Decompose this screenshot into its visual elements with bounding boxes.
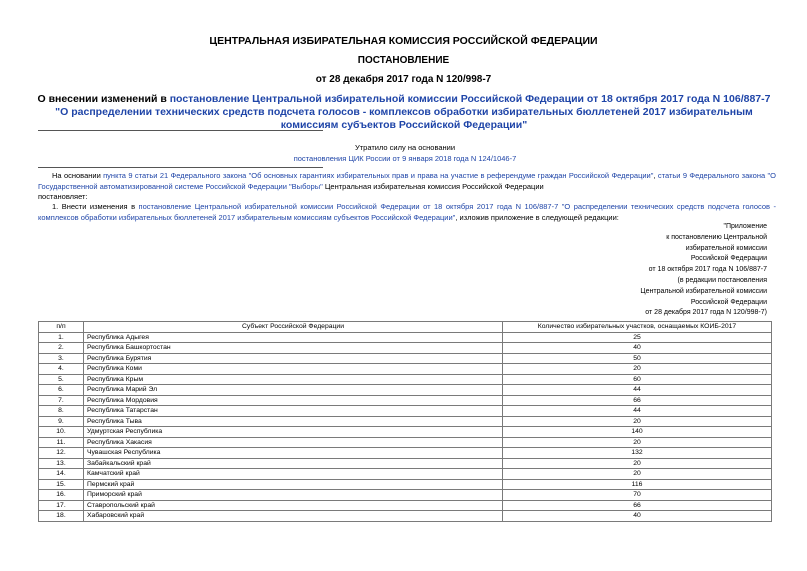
appendix-line: Российской Федерации bbox=[690, 255, 767, 263]
appendix-line: от 28 декабря 2017 года N 120/998-7) bbox=[645, 309, 767, 317]
table-row bbox=[39, 458, 772, 469]
row-number: 7. bbox=[39, 395, 84, 406]
title-prefix: О внесении изменений в bbox=[37, 93, 170, 105]
table-row bbox=[39, 353, 772, 364]
row-subject: Ставропольский край bbox=[84, 500, 503, 511]
row-subject: Республика Хакасия bbox=[84, 437, 503, 448]
appendix-line: Центральной избирательной комиссии bbox=[640, 287, 767, 295]
separator-line bbox=[38, 130, 323, 131]
row-number: 8. bbox=[39, 406, 84, 417]
row-count: 44 bbox=[503, 406, 772, 417]
row-number: 5. bbox=[39, 374, 84, 385]
appendix-line: избирательной комиссии bbox=[685, 244, 767, 252]
preamble-paragraph bbox=[38, 171, 776, 192]
law-article-link-1[interactable]: пункта 9 статьи 21 Федерального закона "Об основных гарантиях избирательных прав и права на участие в референдуме граждан Российской Федерации" bbox=[103, 171, 654, 180]
row-number: 15. bbox=[39, 479, 84, 490]
table-row bbox=[39, 416, 772, 427]
row-subject: Республика Татарстан bbox=[84, 406, 503, 417]
appendix-line: от 18 октября 2017 года N 106/887-7 bbox=[648, 266, 767, 274]
row-number: 11. bbox=[39, 437, 84, 448]
column-header-subject: Субъект Российской Федерации bbox=[84, 322, 503, 333]
row-subject: Удмуртская Республика bbox=[84, 427, 503, 438]
separator-line-2 bbox=[38, 167, 323, 168]
row-count: 116 bbox=[503, 479, 772, 490]
table-body bbox=[39, 332, 772, 521]
row-count: 60 bbox=[503, 374, 772, 385]
distribution-table bbox=[38, 321, 772, 522]
row-subject: Республика Коми bbox=[84, 364, 503, 375]
table-row bbox=[39, 479, 772, 490]
table-row bbox=[39, 364, 772, 375]
row-number: 1. bbox=[39, 332, 84, 343]
table-row bbox=[39, 490, 772, 501]
row-count: 20 bbox=[503, 437, 772, 448]
row-number: 2. bbox=[39, 343, 84, 354]
repeal-status-link[interactable]: постановления ЦИК России от 9 января 2018 года N 124/1046-7 bbox=[293, 154, 517, 163]
column-header-number: п/п bbox=[39, 322, 84, 333]
row-subject: Республика Бурятия bbox=[84, 353, 503, 364]
table-row bbox=[39, 332, 772, 343]
appendix-line: (в редакции постановления bbox=[677, 276, 767, 284]
clause-1-paragraph bbox=[38, 202, 776, 223]
row-count: 20 bbox=[503, 458, 772, 469]
row-subject: Приморский край bbox=[84, 490, 503, 501]
row-number: 18. bbox=[39, 511, 84, 522]
clause-1-act-link[interactable]: постановление Центральной избирательной комиссии Российской Федерации от 18 октября 2017 года N 106/887-7 "О распределении технических средств подсчета голосов - комплексов обработки избирательных бюллетеней 2017 избирательным комиссиям субъектов Российской Федерации" bbox=[38, 202, 776, 222]
row-subject: Республика Марий Эл bbox=[84, 385, 503, 396]
document-title bbox=[30, 93, 778, 132]
row-count: 50 bbox=[503, 353, 772, 364]
row-subject: Республика Мордовия bbox=[84, 395, 503, 406]
row-subject: Республика Тыва bbox=[84, 416, 503, 427]
column-header-count: Количество избирательных участков, оснащаемых КОИБ-2017 bbox=[503, 322, 772, 333]
document-type: ПОСТАНОВЛЕНИЕ bbox=[357, 55, 450, 66]
row-count: 40 bbox=[503, 511, 772, 522]
row-count: 132 bbox=[503, 448, 772, 459]
row-number: 4. bbox=[39, 364, 84, 375]
row-number: 9. bbox=[39, 416, 84, 427]
row-number: 3. bbox=[39, 353, 84, 364]
preamble-text-c: Центральная избирательная комиссия Российской Федерации bbox=[322, 181, 544, 191]
row-subject: Республика Адыгея bbox=[84, 332, 503, 343]
table-row bbox=[39, 448, 772, 459]
repeal-status-label: Утратило силу на основании bbox=[354, 143, 456, 152]
row-number: 6. bbox=[39, 385, 84, 396]
preamble-text-b: , bbox=[653, 171, 658, 180]
row-subject: Забайкальский край bbox=[84, 458, 503, 469]
table-row bbox=[39, 395, 772, 406]
row-number: 13. bbox=[39, 458, 84, 469]
law-article-link-2[interactable]: статьи 9 Федерального закона "О Государственной автоматизированной системе Российской Федерации "Выборы" bbox=[38, 171, 776, 191]
row-count: 40 bbox=[503, 343, 772, 354]
row-subject: Чувашская Республика bbox=[84, 448, 503, 459]
row-subject: Камчатский край bbox=[84, 469, 503, 480]
table-row bbox=[39, 343, 772, 354]
row-count: 25 bbox=[503, 332, 772, 343]
row-subject: Хабаровский край bbox=[84, 511, 503, 522]
organization-heading: ЦЕНТРАЛЬНАЯ ИЗБИРАТЕЛЬНАЯ КОМИССИЯ РОССИЙСКОЙ ФЕДЕРАЦИИ bbox=[209, 35, 598, 47]
row-number: 16. bbox=[39, 490, 84, 501]
table-row bbox=[39, 437, 772, 448]
row-count: 70 bbox=[503, 490, 772, 501]
row-count: 66 bbox=[503, 500, 772, 511]
row-count: 20 bbox=[503, 416, 772, 427]
row-number: 17. bbox=[39, 500, 84, 511]
title-amended-act-link[interactable]: постановление Центральной избирательной комиссии Российской Федерации от 18 октября 2017 года N 106/887-7 "О распределении технических средств подсчета голосов - комплексов обработки избирательных бюллетеней 2017 избирательным комиссиям субъектов Российской Федерации" bbox=[55, 93, 771, 131]
table-row bbox=[39, 500, 772, 511]
row-subject: Республика Башкортостан bbox=[84, 343, 503, 354]
row-number: 10. bbox=[39, 427, 84, 438]
row-count: 20 bbox=[503, 469, 772, 480]
table-row bbox=[39, 406, 772, 417]
row-count: 44 bbox=[503, 385, 772, 396]
appendix-block bbox=[547, 222, 767, 319]
table-row bbox=[39, 427, 772, 438]
row-number: 12. bbox=[39, 448, 84, 459]
document-date-number: от 28 декабря 2017 года N 120/998-7 bbox=[315, 74, 492, 85]
table-row bbox=[39, 511, 772, 522]
preamble-text-a: На основании bbox=[52, 171, 104, 180]
repeal-status bbox=[290, 142, 520, 164]
row-subject: Республика Крым bbox=[84, 374, 503, 385]
row-count: 66 bbox=[503, 395, 772, 406]
row-count: 20 bbox=[503, 364, 772, 375]
resolves-line: постановляет: bbox=[38, 192, 88, 201]
table-row bbox=[39, 374, 772, 385]
table-row bbox=[39, 469, 772, 480]
clause-1-text-a: 1. Внести изменения в bbox=[52, 202, 139, 211]
row-number: 14. bbox=[39, 469, 84, 480]
appendix-line: к постановлению Центральной bbox=[666, 233, 767, 241]
clause-1-text-b: , изложив приложение в следующей редакции: bbox=[455, 212, 619, 222]
appendix-line: Российской Федерации bbox=[690, 298, 767, 306]
row-count: 140 bbox=[503, 427, 772, 438]
appendix-line: "Приложение bbox=[723, 223, 767, 230]
table-row bbox=[39, 385, 772, 396]
row-subject: Пермский край bbox=[84, 479, 503, 490]
table-header-row bbox=[39, 322, 772, 333]
